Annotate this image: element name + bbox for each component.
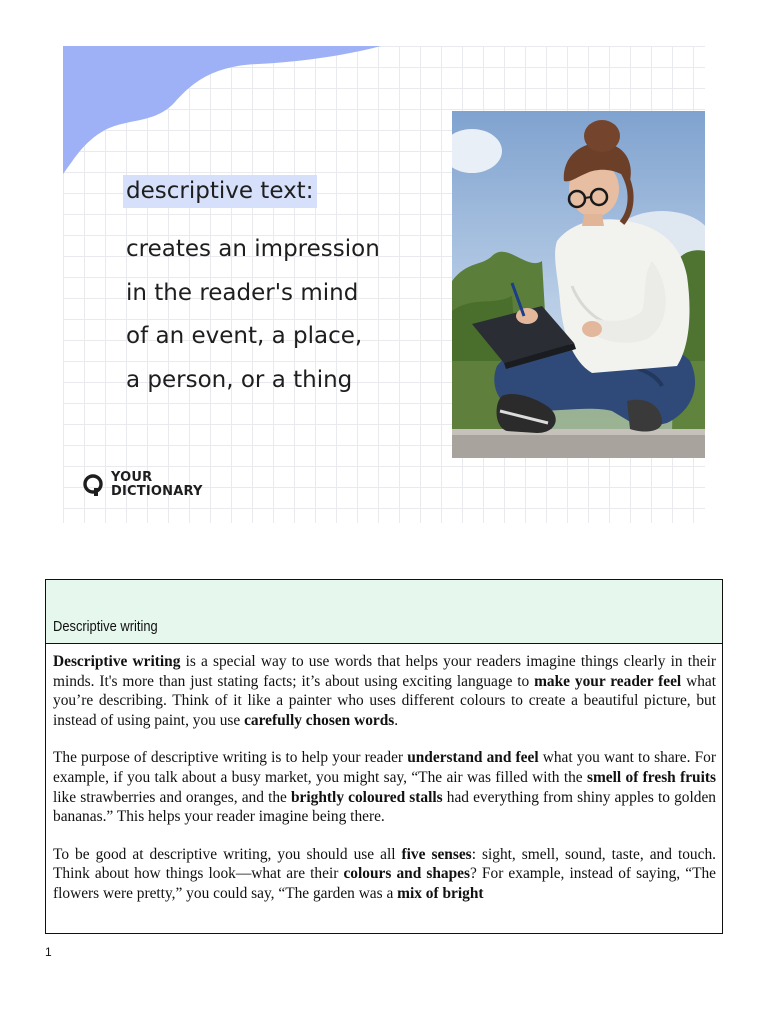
logo-line-dictionary: DICTIONARY	[111, 484, 203, 499]
text-run: had everything from shiny apples to golden bananas.” This helps your reader imagine being there.	[53, 788, 716, 826]
text-run: The purpose of descriptive writing is to help your reader	[53, 749, 408, 767]
decorative-blob-shape	[63, 46, 393, 181]
table-title: Descriptive writing	[53, 618, 158, 635]
bold-phrase: colours and shapes	[343, 865, 470, 883]
paragraph-purpose	[53, 748, 716, 826]
text-run: like strawberries and oranges, and the	[53, 788, 291, 806]
yourdictionary-q-logo-icon	[83, 473, 105, 497]
blob-path	[63, 46, 381, 174]
text-run: is a special way to use words that helps your readers imagine things clearly in their minds. It's more than just stating facts; it’s about using exciting language to	[53, 653, 716, 690]
text-run: what you want to share. For example, if you talk about a busy market, you might say, “The air was filled with the	[53, 749, 717, 786]
bold-phrase: smell of fresh fruits	[586, 768, 716, 786]
text-run: To be good at descriptive writing, you should use all	[53, 845, 402, 863]
text-run: .	[394, 711, 399, 729]
paragraph-five-senses	[53, 845, 716, 904]
yourdictionary-logo	[83, 471, 203, 499]
woman-writing-photo	[452, 111, 705, 458]
bold-phrase: understand and feel	[407, 749, 539, 767]
logo-wordmark	[111, 471, 203, 499]
logo-line-your: YOUR	[111, 470, 153, 485]
text-run: what you’re describing. Think of it like a painter who uses different colours to create a beautiful picture, but instead of using paint, you use	[53, 672, 717, 729]
definition-text	[126, 228, 456, 402]
bold-phrase: carefully chosen words	[244, 711, 395, 729]
bold-phrase: five senses	[401, 845, 472, 863]
text-run: ? For example, instead of saying, “The flowers were pretty,” you could say, “The garden was a	[53, 865, 717, 902]
definition-line: creates an impression	[126, 236, 380, 262]
page-number: 1	[45, 945, 52, 959]
descriptive-writing-table	[45, 579, 723, 934]
descriptive-text-illustration	[63, 46, 705, 523]
paragraph-definition	[53, 652, 716, 730]
bold-phrase: mix of bright	[397, 884, 484, 902]
definition-line: of an event, a place,	[126, 323, 363, 349]
definition-line: a person, or a thing	[126, 366, 353, 393]
text-run: : sight, smell, sound, taste, and touch. Think about how things look—what are their	[53, 845, 717, 883]
bold-phrase: make your reader feel	[534, 672, 682, 690]
table-header-cell	[46, 580, 722, 644]
definition-heading: descriptive text:	[123, 175, 317, 208]
table-body-cell	[46, 644, 722, 904]
bold-phrase: Descriptive writing	[53, 653, 181, 670]
definition-line: in the reader's mind	[126, 279, 359, 306]
bold-phrase: brightly coloured stalls	[291, 788, 443, 806]
